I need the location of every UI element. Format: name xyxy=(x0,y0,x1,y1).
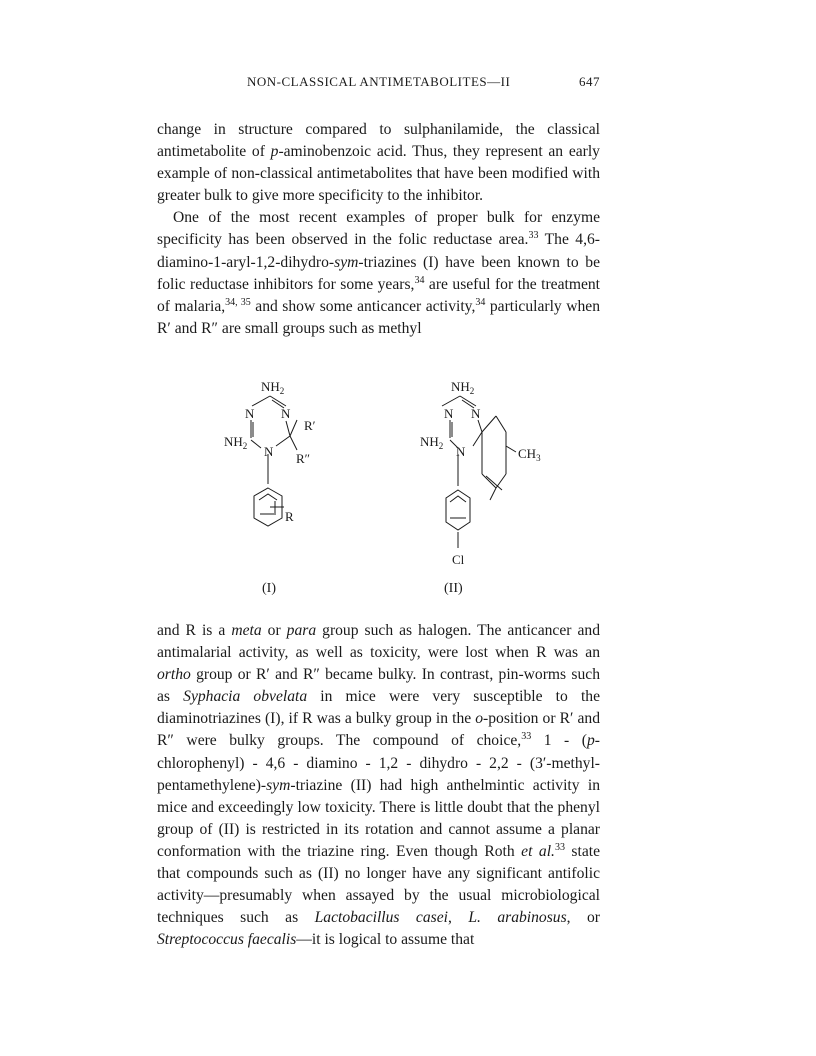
citation-ref: 34 xyxy=(475,296,486,308)
structure-2-n-left: N xyxy=(444,406,454,421)
italic-span: p xyxy=(270,143,279,161)
page-number: 647 xyxy=(579,74,600,89)
structure-2-cl: Cl xyxy=(452,552,465,567)
citation-ref: 34, 35 xyxy=(225,296,251,308)
text-span: in mice were very susceptible to the diaminotriazines (I), if R was a bulky group in the xyxy=(157,688,601,728)
italic-span: Syphacia obvelata xyxy=(183,688,308,706)
text-block-upper xyxy=(157,119,600,340)
citation-ref: 34 xyxy=(414,274,425,286)
text-span: , xyxy=(447,909,469,927)
structure-1-nh2-top: $NH_2$ xyxy=(261,379,285,396)
text-span: and show some anticancer activity, xyxy=(250,297,476,315)
text-span: —it is logical to assume that xyxy=(296,931,475,949)
italic-span: para xyxy=(286,622,317,639)
text-span: -chlorophenyl) - 4,6 - diamino - 1,2 - dihydro - 2,2 - (3′-methyl-pentamethylene)- xyxy=(157,732,600,794)
chemical-structures-figure xyxy=(200,376,600,606)
running-header xyxy=(160,74,600,94)
structure-1-r-double-prime: R″ xyxy=(296,451,311,466)
structure-2-nh2-top: $NH_2$ xyxy=(451,379,475,396)
running-header-title: NON-CLASSICAL ANTIMETABOLITES—II xyxy=(247,74,511,89)
italic-span: p xyxy=(586,732,595,750)
italic-span: Lactobacillus casei xyxy=(314,909,448,927)
text-span: , or xyxy=(566,909,601,927)
text-span: -position or R′ and R″ were bulky groups. The compound of choice, xyxy=(157,710,600,750)
paragraph-2 xyxy=(157,207,600,340)
italic-span: Streptococcus faecalis xyxy=(157,931,297,949)
text-span: or xyxy=(261,622,287,639)
italic-span: ortho xyxy=(157,666,191,684)
citation-ref: 33 xyxy=(554,841,565,853)
italic-span: sym xyxy=(266,776,291,794)
structures-svg xyxy=(200,376,600,606)
structure-2-benzene xyxy=(446,454,470,548)
structure-1-n-bottom: N xyxy=(264,444,274,459)
structure-1-caption: (I) xyxy=(262,581,276,596)
italic-span: et al. xyxy=(521,842,555,860)
italic-span: L. arabinosus xyxy=(468,909,567,927)
italic-span: o xyxy=(475,710,484,728)
text-span: -triazine (II) had high anthelmintic activity in mice and exceedingly low toxicity. There is little doubt that the phenyl group of (II) is restricted in its rotation and cannot assume a planar conformation with the triazine ring. Even though Roth xyxy=(157,776,600,860)
structure-1-n-right: N xyxy=(281,406,291,421)
structure-1-benzene xyxy=(254,488,284,526)
italic-span: meta xyxy=(231,622,262,639)
text-span: group such as halogen. The anticancer and antimalarial activity, as well as toxicity, were lost when R was an xyxy=(157,622,600,662)
text-span: One of the most recent examples of proper bulk for enzyme specificity has been observed in the folic reductase area. xyxy=(157,209,600,249)
citation-ref: 33 xyxy=(521,731,532,743)
structure-2-n-right: N xyxy=(471,406,481,421)
structure-2-n-bottom: N xyxy=(456,444,466,459)
structure-1-r-prime: R′ xyxy=(304,418,316,433)
structure-2-ch3: $CH_3$ xyxy=(518,446,541,463)
italic-span: sym xyxy=(334,253,359,271)
paragraph-1 xyxy=(157,119,600,207)
text-span: -aminobenzoic acid. Thus, they represent an early example of non-classical antimetabolites that have been modified with greater bulk to give more specificity to the inhibitor. xyxy=(157,143,600,205)
text-span: 1 - ( xyxy=(531,732,587,750)
text-span: particularly when R′ and R″ are small groups such as methyl xyxy=(157,297,600,337)
structure-1-nh2-left: $NH_2$ xyxy=(224,434,248,451)
text-span: are useful for the treatment of malaria, xyxy=(157,275,600,315)
structure-2-caption: (II) xyxy=(444,581,463,596)
structure-1-n-left: N xyxy=(245,406,255,421)
text-span: change in structure compared to sulphanilamide, the classical antimetabolite of xyxy=(157,121,600,161)
paragraph-3 xyxy=(157,620,600,951)
structure-2-ring xyxy=(442,396,482,448)
text-span: The 4,6-diamino-1-aryl-1,2-dihydro- xyxy=(157,231,600,271)
structure-1-r: R xyxy=(285,509,294,524)
structure-2-nh2-left: $NH_2$ xyxy=(420,434,444,451)
text-span: and R is a xyxy=(157,622,232,639)
text-span: group or R′ and R″ became bulky. In contrast, pin-worms such as xyxy=(157,666,600,706)
text-span: -triazines (I) have been known to be folic reductase inhibitors for some years, xyxy=(157,253,600,293)
citation-ref: 33 xyxy=(528,230,539,242)
text-span: state that compounds such as (II) no longer have any significant antifolic activity—presumably when assayed by the usual microbiological techniques such as xyxy=(157,842,601,927)
structure-2-spiro-ring xyxy=(482,416,516,500)
text-block-lower xyxy=(157,620,600,951)
